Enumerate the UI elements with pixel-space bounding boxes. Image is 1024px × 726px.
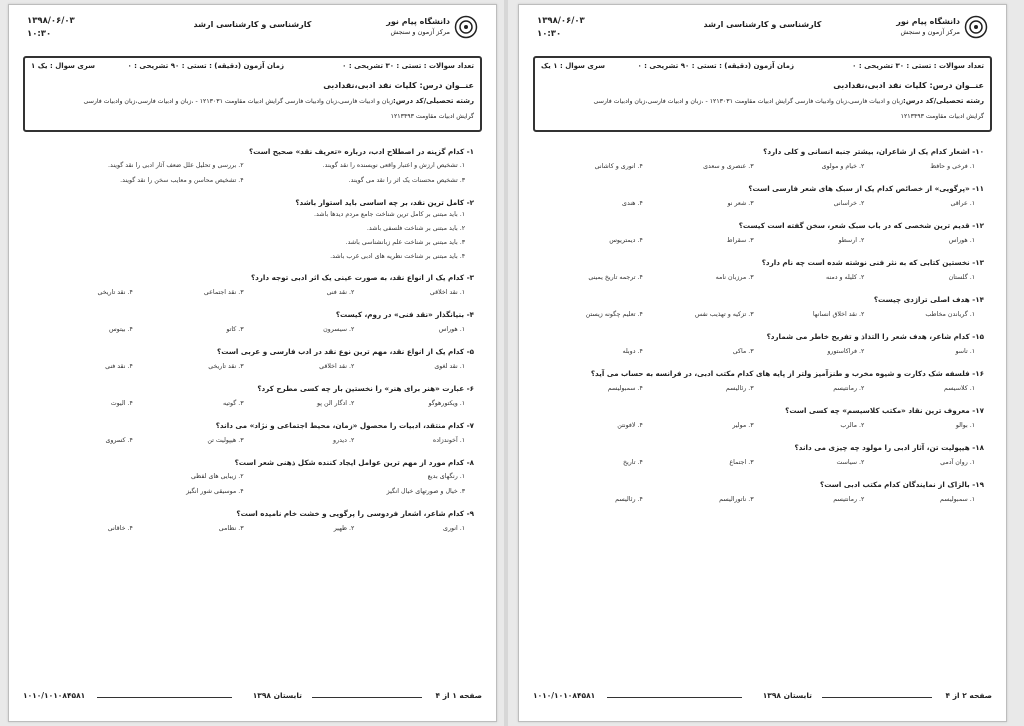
answer-option[interactable]: ۴. تاریخ xyxy=(622,459,643,466)
answer-option[interactable]: ۱. کلاسیسم xyxy=(944,385,976,392)
answer-option[interactable]: ۲. خیام و مولوی xyxy=(821,163,865,170)
page-header xyxy=(27,15,478,49)
answer-option[interactable]: ۱. عراقی xyxy=(950,200,976,207)
answer-option[interactable]: ۳. اجتماع xyxy=(729,459,754,466)
answer-option[interactable]: ۲. نقد اخلاق انسانها xyxy=(812,311,865,318)
answer-options xyxy=(31,157,474,191)
answer-option[interactable]: ۲. مالرب xyxy=(840,422,865,429)
answer-option[interactable]: ۴. رئالیسم xyxy=(615,496,643,503)
question-counts: تعداد سوالات : تستی : ۳۰ تشریحی : ۰ xyxy=(342,62,474,70)
exam-page-1[interactable] xyxy=(8,4,497,722)
exam-date: ۱۳۹۸/۰۶/۰۳ xyxy=(27,16,75,26)
university-logo-icon xyxy=(454,15,478,39)
answer-option[interactable]: ۱. نقد لغوی xyxy=(434,363,466,370)
answer-option[interactable]: ۱. رنگهای بدیع xyxy=(427,473,466,480)
question-counts: تعداد سوالات : تستی : ۳۰ تشریحی : ۰ xyxy=(852,62,984,70)
question-text: ۸- کدام مورد از مهم ترین عوامل ایجاد کننده شکل ذهنی شعر است؟ xyxy=(234,458,474,467)
university-name: دانشگاه پیام نور مرکز آزمون و سنجش xyxy=(896,17,960,36)
question-series: سری سوال : یک ۱ xyxy=(31,62,96,70)
answer-options xyxy=(541,231,984,251)
answer-option[interactable]: ۳. شعر نو xyxy=(727,200,754,207)
answer-options xyxy=(541,379,984,399)
answer-option[interactable]: ۳. ماکی xyxy=(732,348,754,355)
question-list xyxy=(541,140,984,510)
answer-option[interactable]: ۳. نظامی xyxy=(218,525,244,532)
page-gap xyxy=(504,0,508,726)
field-code-line2: گرایش ادبیات مقاومت ۱۲۱۳۴۹۳ xyxy=(900,113,984,120)
field-code: رشته تحصیلی/کد درس:زبان و ادبیات فارسی،زبان وادبیات فارسی گرایش ادبیات مقاومت ۱۲۱۳۰۳۱ - ،زبان و ادبیات فارسی،زبان وادبیات فارسی xyxy=(83,97,474,105)
answer-option[interactable]: ۴. دوبله xyxy=(622,348,643,355)
question-text: ۱۶- فلسفه شک دکارت و شیوه مخرب و طنزآمیز ولتر از پایه های کدام مکتب ادبی، در فرانسه به حساب می آید؟ xyxy=(590,369,984,378)
answer-options xyxy=(31,519,474,539)
answer-options xyxy=(31,394,474,414)
question-text: ۵- کدام یک از انواع نقد، مهم ترین نوع نقد در ادب فارسی و عربی است؟ xyxy=(217,347,474,356)
answer-option[interactable]: ۱. ویکتورهوگو xyxy=(428,400,466,407)
answer-option[interactable]: ۴. تشخیص محاسن و معایب سخن را نقد گویند. xyxy=(120,177,244,184)
answer-options xyxy=(541,490,984,510)
answer-options xyxy=(31,357,474,377)
answer-options xyxy=(541,157,984,177)
answer-option[interactable]: ۴. لافونتن xyxy=(617,422,643,429)
answer-option[interactable]: ۴. نقد تاریخی xyxy=(97,289,133,296)
exam-time: ۱۰:۳۰ xyxy=(537,29,562,39)
question-text: ۱۱- «پرگویی» از خصائص کدام یک از سبک های شعر فارسی است؟ xyxy=(748,184,984,193)
answer-options xyxy=(31,283,474,303)
question-text: ۱۷- معروف ترین نقاد «مکتب کلاسیسم» چه کسی است؟ xyxy=(785,406,984,415)
question-list xyxy=(31,140,474,539)
question-text: ۷- کدام منتقد، ادبیات را محصول «زمان، محیط اجتماعی و نژاد» می داند؟ xyxy=(215,421,474,430)
answer-option[interactable]: ۴. ترجمه تاریخ یمینی xyxy=(588,274,643,281)
question-text: ۱۸- هیپولیت تن، آثار ادبی را مولود چه چیزی می داند؟ xyxy=(794,443,984,452)
answer-option[interactable]: ۴. دیمتریوس xyxy=(609,237,643,244)
answer-options xyxy=(541,342,984,362)
question-text: ۲- کامل ترین نقد، بر چه اساسی باید استوار باشد؟ xyxy=(295,198,474,207)
answer-option[interactable]: ۱. باید مبتنی بر کامل ترین شناخت جامع مردم دیدها باشد. xyxy=(314,211,466,218)
question-text: ۱۳- نخستین کتابی که به نثر فنی نوشته شده است چه نام دارد؟ xyxy=(761,258,984,267)
answer-option[interactable]: ۴. باید مبتنی بر شناخت نظریه های ادبی غرب باشد. xyxy=(330,253,466,260)
answer-option[interactable]: ۱. آخوندزاده xyxy=(432,437,466,444)
page-number: صفحه ۲ از ۴ xyxy=(945,691,992,700)
degree-title: کارشناسی و کارشناسی ارشد xyxy=(703,20,822,29)
exam-time: ۱۰:۳۰ xyxy=(27,29,52,39)
answer-option[interactable]: ۱. نقد اخلاقی xyxy=(429,289,466,296)
answer-options xyxy=(541,194,984,214)
exam-info-box xyxy=(533,56,992,132)
answer-option[interactable]: ۳. نقد اجتماعی xyxy=(203,289,244,296)
answer-option[interactable]: ۱. گلستان xyxy=(948,274,976,281)
question-text: ۱۲- قدیم ترین شخصی که در باب سبک شعر، سخن گفته است کیست؟ xyxy=(738,221,984,230)
degree-title: کارشناسی و کارشناسی ارشد xyxy=(193,20,312,29)
answer-option[interactable]: ۴. نقد فنی xyxy=(105,363,133,370)
answer-option[interactable]: ۳. تزکیه و تهذیب نفس xyxy=(694,311,754,318)
answer-options xyxy=(541,453,984,473)
question-text: ۴- بنیانگذار «نقد فنی» در روم، کیست؟ xyxy=(335,310,474,319)
course-title: عنــوان درس: کلیات نقد ادبی،نقدادبی xyxy=(833,81,984,90)
answer-option[interactable]: ۴. سمبولیسم xyxy=(607,385,643,392)
answer-option[interactable]: ۳. هیپولیت تن xyxy=(207,437,244,444)
answer-option[interactable]: ۳. خیال و صورتهای خیال انگیز xyxy=(386,488,466,495)
answer-options xyxy=(541,268,984,288)
answer-option[interactable]: ۲. رمانتیسم xyxy=(833,385,865,392)
answer-option[interactable]: ۳. باید مبتنی بر شناخت علم زبانشناسی باشد. xyxy=(345,239,466,246)
question-text: ۱۵- کدام شاعر، هدف شعر را التذاذ و تفریح خاطر می شمارد؟ xyxy=(766,332,984,341)
answer-option[interactable]: ۲. ادگار الن پو xyxy=(317,400,355,407)
question-text: ۳- کدام یک از انواع نقد، به صورت عینی یک اثر ادبی توجه دارد؟ xyxy=(250,273,474,282)
question-text: ۱۰- اشعار کدام یک از شاعران، بیشتر جنبه انسانی و کلی دارد؟ xyxy=(763,147,984,156)
answer-option[interactable]: ۲. رمانتیسم xyxy=(833,496,865,503)
answer-option[interactable]: ۲. فراکاستورو xyxy=(827,348,865,355)
answer-option[interactable]: ۳. مولیر xyxy=(732,422,754,429)
answer-option[interactable]: ۱. گریاندن مخاطب xyxy=(925,311,976,318)
answer-option[interactable]: ۴. خاقانی xyxy=(107,525,133,532)
answer-options xyxy=(31,431,474,451)
question-text: ۱- کدام گزینه در اصطلاح ادب، درباره «تعریف نقد» صحیح است؟ xyxy=(248,147,474,156)
page-footer xyxy=(23,691,482,703)
question-text: ۱۹- بالزاک از نمایندگان کدام مکتب ادبی است؟ xyxy=(820,480,984,489)
exam-code: ۱۰۱۰/۱۰۱۰۸۴۵۸۱ xyxy=(533,691,596,700)
exam-code: ۱۰۱۰/۱۰۱۰۸۴۵۸۱ xyxy=(23,691,86,700)
answer-option[interactable]: ۴. الیوت xyxy=(110,400,133,407)
field-code-line2: گرایش ادبیات مقاومت ۱۲۱۳۴۹۳ xyxy=(390,113,474,120)
university-logo-icon xyxy=(964,15,988,39)
answer-option[interactable]: ۱. انوری xyxy=(443,525,466,532)
answer-option[interactable]: ۳. رئالیسم xyxy=(725,385,754,392)
page-header xyxy=(537,15,988,49)
answer-option[interactable]: ۲. زیبایی های لفظی xyxy=(190,473,244,480)
answer-option[interactable]: ۳. کاتو xyxy=(226,326,244,333)
answer-option[interactable]: ۲. سیاست xyxy=(836,459,865,466)
answer-option[interactable]: ۱. سمبولیسم xyxy=(940,496,976,503)
answer-option[interactable]: ۳. سقراط xyxy=(726,237,754,244)
answer-option[interactable]: ۱. روان آدمی xyxy=(940,459,976,466)
answer-option[interactable]: ۴. انوری و کاشانی xyxy=(594,163,643,170)
answer-option[interactable]: ۲. ظهیر xyxy=(333,525,355,532)
answer-option[interactable]: ۳. گوتیه xyxy=(222,400,244,407)
answer-option[interactable]: ۴. هندی xyxy=(622,200,643,207)
exam-page-2[interactable] xyxy=(518,4,1007,722)
answer-option[interactable]: ۴. کسروی xyxy=(105,437,133,444)
answer-option[interactable]: ۱. هوراس xyxy=(438,326,466,333)
university-name: دانشگاه پیام نور مرکز آزمون و سنجش xyxy=(386,17,450,36)
answer-option[interactable]: ۲. باید مبتنی بر شناخت فلسفی باشد. xyxy=(366,225,466,232)
answer-option[interactable]: ۲. خراسانی xyxy=(833,200,865,207)
answer-option[interactable]: ۴. موسیقی شور انگیز xyxy=(186,488,244,495)
answer-option[interactable]: ۳. عنصری و سعدی xyxy=(703,163,754,170)
question-text: ۶- عبارت «هنر برای هنر» را نخستین بار چه کسی مطرح کرد؟ xyxy=(257,384,474,393)
answer-option[interactable]: ۱. هوراس xyxy=(948,237,976,244)
time-limit: زمان آزمون (دقیقه) : تستی : ۹۰ تشریحی : ۰ xyxy=(637,62,794,70)
exam-term: تابستان ۱۳۹۸ xyxy=(252,691,302,700)
page-footer xyxy=(533,691,992,703)
answer-option[interactable]: ۳. ناتورالیسم xyxy=(719,496,754,503)
answer-options xyxy=(31,468,474,502)
answer-option[interactable]: ۳. نقد تاریخی xyxy=(208,363,244,370)
field-code: رشته تحصیلی/کد درس:زبان و ادبیات فارسی،زبان وادبیات فارسی گرایش ادبیات مقاومت ۱۲۱۳۰۳۱ - ،زبان و ادبیات فارسی،زبان وادبیات فارسی xyxy=(593,97,984,105)
question-text: ۱۴- هدف اصلی تراژدی چیست؟ xyxy=(873,295,984,304)
answer-option[interactable]: ۴. بیتوس xyxy=(109,326,133,333)
exam-date: ۱۳۹۸/۰۶/۰۳ xyxy=(537,16,585,26)
page-number: صفحه ۱ از ۴ xyxy=(435,691,482,700)
answer-option[interactable]: ۲. کلیله و دمنه xyxy=(826,274,865,281)
course-title: عنــوان درس: کلیات نقد ادبی،نقدادبی xyxy=(323,81,474,90)
time-limit: زمان آزمون (دقیقه) : تستی : ۹۰ تشریحی : ۰ xyxy=(127,62,284,70)
answer-option[interactable]: ۲. نقد اخلاقی xyxy=(319,363,355,370)
answer-options xyxy=(541,305,984,325)
answer-option[interactable]: ۱. تاسو xyxy=(955,348,976,355)
question-text: ۹- کدام شاعر، اشعار فردوسی را پرگویی و خشت خام نامیده است؟ xyxy=(236,509,474,518)
answer-options xyxy=(541,416,984,436)
answer-option[interactable]: ۲. نقد فنی xyxy=(326,289,355,296)
answer-option[interactable]: ۳. مرزبان نامه xyxy=(715,274,754,281)
answer-option[interactable]: ۲. دیدرو xyxy=(333,437,355,444)
answer-option[interactable]: ۴. تعلیم چگونه زیستن xyxy=(585,311,643,318)
answer-option[interactable]: ۲. سیسرون xyxy=(323,326,355,333)
answer-option[interactable]: ۳. تشخیص محسنات یک اثر را نقد می گویند. xyxy=(348,177,466,184)
answer-option[interactable]: ۱. بوالو xyxy=(955,422,976,429)
question-series: سری سوال : ۱ یک xyxy=(541,62,606,70)
exam-info-box xyxy=(23,56,482,132)
answer-option[interactable]: ۱. فرخی و حافظ xyxy=(930,163,976,170)
answer-option[interactable]: ۲. ارسطو xyxy=(838,237,865,244)
answer-options xyxy=(31,208,474,266)
answer-option[interactable]: ۱. تشخیص ارزش و اعتبار واقعی نویسنده را نقد گویند. xyxy=(322,162,466,169)
answer-options xyxy=(31,320,474,340)
answer-option[interactable]: ۲. بررسی و تحلیل علل ضعف آثار ادبی را نقد گویند. xyxy=(108,162,244,169)
exam-term: تابستان ۱۳۹۸ xyxy=(762,691,812,700)
